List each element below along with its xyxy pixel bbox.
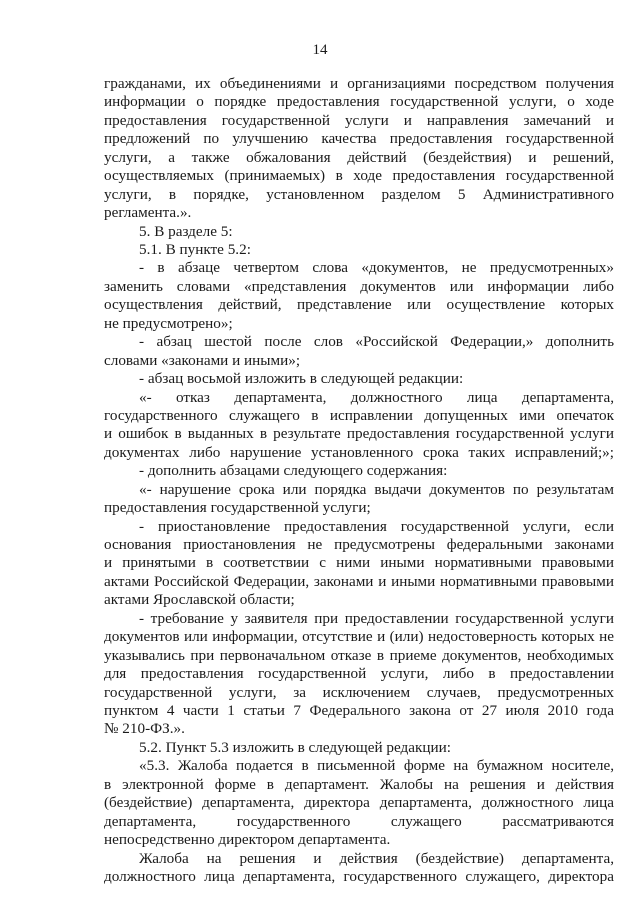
text-line: заменить словами «представления документов или информации либо xyxy=(104,277,614,295)
text-line: не предусмотрено»; xyxy=(104,314,233,332)
text-line: 5.1. В пункте 5.2: xyxy=(139,240,251,258)
text-line: предоставления государственной услуги и направления замечаний и xyxy=(104,111,614,129)
text-line: осуществляемых (принимаемых) в ходе предоставления государственной xyxy=(104,167,614,185)
text-line: - дополнить абзацами следующего содержания: xyxy=(139,462,448,480)
text-line: осуществления действий, представление или осуществление которых xyxy=(104,296,614,314)
text-line: - приостановление предоставления государственной услуги, если xyxy=(139,517,614,535)
text-line: предложений по улучшению качества предоставления государственной xyxy=(104,130,614,148)
text-line: непосредственно директором департамента. xyxy=(104,831,391,849)
text-line: и принятыми в соответствии с ними иными нормативными правовыми xyxy=(104,554,614,572)
text-line: 5.2. Пункт 5.3 изложить в следующей редакции: xyxy=(139,738,452,756)
text-line: - абзац шестой после слов «Российской Федерации,» дополнить xyxy=(139,333,614,351)
text-line: документов или информации, отсутствие и (или) недостоверность которых не xyxy=(104,628,614,646)
text-line: услуги, а также обжалования действий (бездействия) и решений, xyxy=(104,148,614,166)
text-line: должностного лица департамента, государственного служащего, директора xyxy=(104,868,614,885)
text-line: государственного служащего в исправлении допущенных ими опечаток xyxy=(104,406,614,424)
text-line: (бездействие) департамента, директора департамента, должностного лица xyxy=(104,794,614,812)
text-line: Жалоба на решения и действия (бездействие) департамента, xyxy=(139,849,614,867)
text-line: «- нарушение срока или порядка выдачи документов по результатам xyxy=(139,480,614,498)
text-line: и ошибок в выданных в результате предоставления государственной услуги xyxy=(104,425,614,443)
text-line: № 210-ФЗ.». xyxy=(104,720,185,738)
text-line: - требование у заявителя при предоставлении государственной услуги xyxy=(139,609,614,627)
text-line: словами «законами и иными»; xyxy=(104,351,301,369)
text-line: «- отказ департамента, должностного лица департамента, xyxy=(139,388,614,406)
text-line: гражданами, их объединениями и организациями посредством получения xyxy=(104,75,614,92)
text-line: департамента, государственного служащего рассматриваются xyxy=(104,812,614,830)
text-line: регламента.». xyxy=(104,204,192,222)
text-line: указывались при первоначальном отказе в приеме документов, необходимых xyxy=(104,646,614,664)
text-line: «5.3. Жалоба подается в письменной форме на бумажном носителе, xyxy=(139,757,614,775)
text-line: предоставления государственной услуги; xyxy=(104,499,371,517)
text-line: - абзац восьмой изложить в следующей редакции: xyxy=(139,370,464,388)
text-line: документах либо нарушение установленного срока таких исправлений;»; xyxy=(104,443,614,461)
text-line: - в абзаце четвертом слова «документов, не предусмотренных» xyxy=(139,259,614,277)
text-line: 5. В разделе 5: xyxy=(139,222,233,240)
text-line: актами Российской Федерации, законами и иными нормативными правовыми xyxy=(104,572,614,590)
text-line: государственной услуги, за исключением случаев, предусмотренных xyxy=(104,683,614,701)
page-number: 14 xyxy=(312,42,328,58)
text-line: пунктом 4 части 1 статьи 7 Федерального закона от 27 июля 2010 года xyxy=(104,702,614,720)
text-line: актами Ярославской области; xyxy=(104,591,295,609)
text-line: основания приостановления не предусмотрены федеральными законами xyxy=(104,536,614,554)
text-line: в электронной форме в департамент. Жалобы на решения и действия xyxy=(104,775,614,793)
text-line: информации о порядке предоставления государственной услуги, о ходе xyxy=(104,93,614,111)
text-line: для предоставления государственной услуги, либо в предоставлении xyxy=(104,665,614,683)
text-line: услуги, в порядке, установленном разделом 5 Административного xyxy=(104,185,614,203)
